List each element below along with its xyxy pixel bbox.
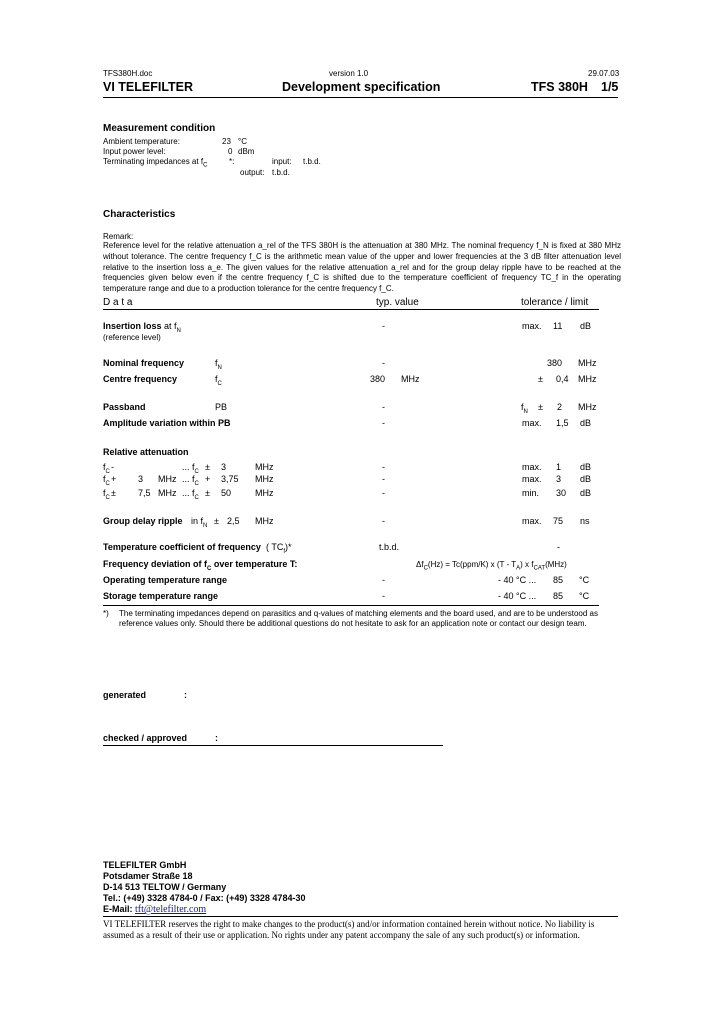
relatt-row-1-h: MHz	[255, 462, 274, 472]
remark-text: Reference level for the relative attenuation a_rel of the TFS 380H is the attenuation at 380 MHz. The nominal frequency f_N is fixed at 380 MHz without tolerance. The centre frequency f_C is the arithmetic mean value of the upper and lower frequencies at the 3 dB filter attenuation level relative to the insertion loss a_e. The given values for the relative attenuation a_rel and for the group delay ripple have to be reached at the frequencies given below even if the centre frequency f_C is shifted due to the temperature coefficient of frequency TC_f in the operating temperature range and due to a production tolerance for the centre frequency f_C.	[103, 241, 621, 294]
footer-phone: Tel.: (+49) 3328 4784-0 / Fax: (+49) 3328 4784-30	[103, 893, 306, 903]
relatt-row-2-unit: dB	[580, 474, 592, 484]
relatt-row-1-typ: -	[382, 462, 385, 472]
relatt-row-3-val: 30	[556, 488, 567, 498]
gdr-lim: max.	[522, 516, 542, 526]
passband-unit: MHz	[578, 402, 597, 412]
footer-disclaimer: VI TELEFILTER reserves the right to make changes to the product(s) and/or information contained herein without notice. No liability is assumed as a result of their use or application. No rights under any patent accompany the sale of any such product(s) or information.	[103, 919, 595, 940]
generated-label: generated	[103, 690, 147, 700]
document-title: Development specification	[282, 80, 441, 94]
output-label: output:	[240, 168, 265, 177]
date-label: 29.07.03	[588, 69, 620, 78]
tc-typ: t.b.d.	[379, 542, 400, 552]
gdr-label: Group delay ripple	[103, 516, 183, 526]
checked-colon: :	[215, 733, 218, 743]
footer-company: TELEFILTER GmbH	[103, 860, 187, 870]
passband-label: Passband	[103, 402, 146, 412]
gdr-in: in $f_N$	[191, 516, 208, 529]
header-rule	[103, 97, 618, 98]
insertion-lim: max.	[522, 321, 542, 331]
relatt-row-3-lim: min.	[522, 488, 540, 498]
relatt-row-2-g: 3,75	[221, 474, 239, 484]
footer-rule	[103, 916, 618, 917]
relatt-row-1-lim: max.	[522, 462, 542, 472]
remark-label: Remark:	[103, 232, 134, 241]
footer-email-row	[103, 904, 206, 915]
relatt-row-2-val: 3	[556, 474, 562, 484]
signature-line	[103, 745, 443, 746]
company-title: VI TELEFILTER	[103, 80, 194, 94]
relatt-row-3-a: $f_C$	[103, 488, 110, 501]
table-bottom-rule	[103, 605, 599, 606]
gdr-typ: -	[382, 516, 385, 526]
passband-symbol: PB	[215, 402, 228, 412]
relatt-row-2-typ: -	[382, 474, 385, 484]
optemp-val: 85	[553, 575, 564, 585]
relatt-row-3-c: 7,5	[138, 488, 151, 498]
passband-lim: $f_N$	[521, 402, 528, 415]
insertion-val: 11	[553, 321, 563, 331]
ampvar-unit: dB	[580, 418, 592, 428]
fdev-formula: $\Delta f_C(Hz) = Tc(ppm/K)$ x $(T - T_A)$ x $f_{CAT}(MHz)$	[416, 560, 567, 572]
centre-symbol: $f_C$	[215, 374, 222, 387]
email-label: E-Mail:	[103, 904, 133, 914]
col-data: D a t a	[103, 297, 133, 308]
col-tolerance: tolerance / limit	[521, 297, 589, 308]
footnote-mark: *)	[103, 609, 109, 618]
relatt-label: Relative attenuation	[103, 447, 189, 457]
relatt-row-1-f: ±	[205, 462, 210, 472]
centre-typ-unit: MHz	[401, 374, 420, 384]
passband-pm: ±	[538, 402, 543, 412]
ampvar-lim: max.	[522, 418, 542, 428]
relatt-row-3-b: ±	[111, 488, 116, 498]
optemp-lim: - 40 °C ...	[498, 575, 537, 585]
ampvar-typ: -	[382, 418, 385, 428]
relatt-row-3-e: ... $f_C$	[182, 488, 199, 501]
insertion-ref: (reference level)	[103, 333, 161, 342]
impedance-label: Terminating impedances at $f_C$	[103, 157, 208, 169]
relatt-row-1-unit: dB	[580, 462, 592, 472]
generated-colon: :	[184, 690, 187, 700]
relatt-row-2-h: MHz	[255, 474, 274, 484]
relatt-row-2-lim: max.	[522, 474, 542, 484]
footnote-line2: reference values only. Should there be additional questions do not hesitate to ask for an application note or contact our design team.	[119, 619, 587, 628]
gdr-unit: ns	[580, 516, 590, 526]
page-number: 1/5	[601, 80, 619, 94]
output-value: t.b.d.	[272, 168, 290, 177]
measurement-title: Measurement condition	[103, 123, 216, 134]
insertion-unit: dB	[580, 321, 592, 331]
relatt-row-2-c: 3	[138, 474, 144, 484]
footnote-line1: The terminating impedances depend on parasitics and q-values of matching elements and the board used, and are to be understood as	[119, 609, 598, 618]
centre-unit: MHz	[578, 374, 597, 384]
gdr-val: 75	[553, 516, 564, 526]
relatt-row-1-e: ... $f_C$	[182, 462, 199, 475]
tc-symbol: ( $TC_f)*$	[266, 542, 292, 555]
centre-val: 0,4	[556, 374, 569, 384]
relatt-row-2-a: $f_C$	[103, 474, 110, 487]
nominal-unit: MHz	[578, 358, 597, 368]
power-unit: dBm	[238, 147, 255, 156]
sttemp-lim: - 40 °C ...	[498, 591, 537, 601]
relatt-row-1-b: -	[111, 462, 114, 472]
email-link[interactable]: tft@telefilter.com	[135, 904, 207, 915]
sttemp-unit: °C	[579, 591, 590, 601]
table-header-rule	[103, 309, 599, 310]
gdr-pm: ±	[214, 516, 219, 526]
relatt-row-2-f: +	[205, 474, 211, 484]
characteristics-title: Characteristics	[103, 209, 176, 220]
version-label: version 1.0	[329, 69, 369, 78]
relatt-row-1-a: $f_C$	[103, 462, 110, 475]
part-number: TFS 380H	[531, 80, 588, 94]
optemp-label: Operating temperature range	[103, 575, 228, 585]
relatt-row-1-val: 1	[556, 462, 562, 472]
footer-city: D-14 513 TELTOW / Germany	[103, 882, 227, 892]
footer-street: Potsdamer Straße 18	[103, 871, 193, 881]
gdr-unit1: MHz	[255, 516, 274, 526]
relatt-row-2-d: MHz	[158, 474, 177, 484]
relatt-row-2-e: ... $f_C$	[182, 474, 199, 487]
impedance-mark: *:	[229, 157, 235, 166]
ambient-label: Ambient temperature:	[103, 137, 180, 146]
gdr-val1: 2,5	[227, 516, 240, 526]
sttemp-typ: -	[382, 591, 385, 601]
relatt-row-3-d: MHz	[158, 488, 177, 498]
insertion-typ: -	[382, 321, 385, 331]
relatt-row-3-h: MHz	[255, 488, 274, 498]
power-value: 0	[228, 147, 233, 156]
file-name: TFS380H.doc	[103, 69, 153, 78]
optemp-typ: -	[382, 575, 385, 585]
ampvar-val: 1,5	[556, 418, 569, 428]
ambient-unit: °C	[238, 137, 247, 146]
centre-pm: ±	[538, 374, 543, 384]
relatt-row-3-unit: dB	[580, 488, 592, 498]
centre-typ: 380	[370, 374, 386, 384]
passband-typ: -	[382, 402, 385, 412]
fdev-label: Frequency deviation of $f_C$ over temperature T:	[103, 559, 298, 572]
nominal-label: Nominal frequency	[103, 358, 185, 368]
checked-label: checked / approved	[103, 733, 188, 743]
nominal-typ: -	[382, 358, 385, 368]
input-label: input:	[272, 157, 292, 166]
nominal-val: 380	[547, 358, 563, 368]
nominal-symbol: $f_N$	[215, 358, 222, 371]
optemp-unit: °C	[579, 575, 590, 585]
relatt-row-3-f: ±	[205, 488, 210, 498]
tc-label: Temperature coefficient of frequency	[103, 542, 261, 552]
relatt-row-2-b: +	[111, 474, 117, 484]
insertion-label: Insertion loss at $f_N$	[103, 321, 181, 334]
power-label: Input power level:	[103, 147, 166, 156]
centre-label: Centre frequency	[103, 374, 178, 384]
sttemp-val: 85	[553, 591, 564, 601]
relatt-row-3-typ: -	[382, 488, 385, 498]
relatt-row-3-g: 50	[221, 488, 232, 498]
ampvar-label: Amplitude variation within PB	[103, 418, 231, 428]
sttemp-label: Storage temperature range	[103, 591, 219, 601]
col-typ: typ. value	[376, 297, 419, 308]
tc-lim: -	[557, 542, 560, 552]
relatt-row-1-g: 3	[221, 462, 227, 472]
passband-val: 2	[557, 402, 563, 412]
input-value: t.b.d.	[303, 157, 321, 166]
ambient-value: 23	[222, 137, 231, 146]
